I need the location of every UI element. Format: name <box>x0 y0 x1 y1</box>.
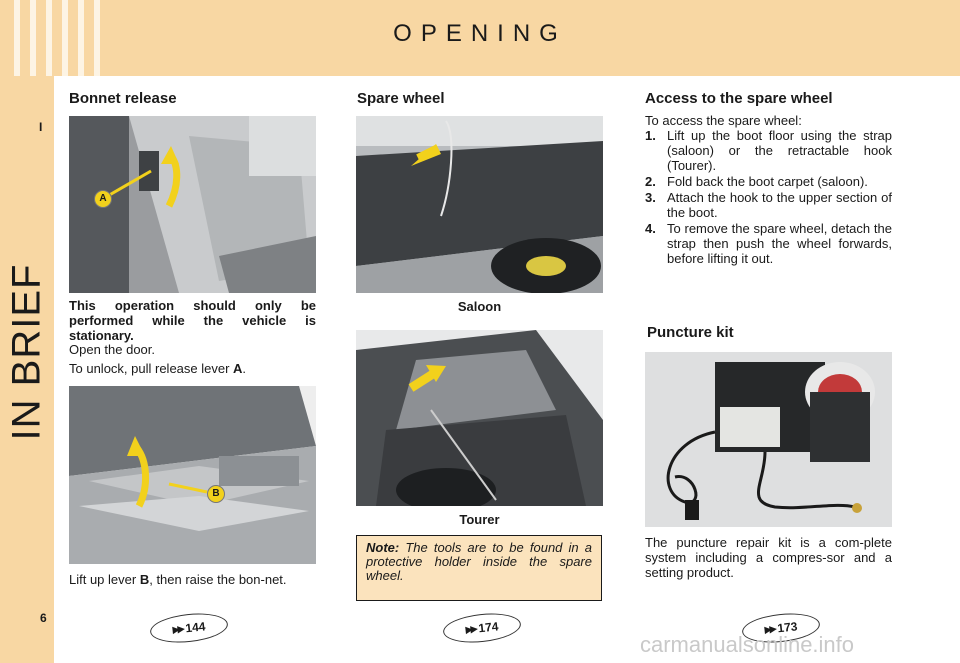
note-box: Note: The tools are to be found in a protective holder inside the spare wheel. <box>356 535 602 601</box>
tourer-boot-photo <box>356 330 603 506</box>
section-title: IN BRIEF <box>4 263 49 441</box>
double-arrow-icon: ▶▶ <box>764 623 775 635</box>
chapter-numeral: I <box>39 120 43 134</box>
watermark: carmanualsonline.info <box>640 632 855 657</box>
list-item: 3. Attach the hook to the upper section of the boot. <box>645 190 892 220</box>
bonnet-lever-photo <box>69 116 316 293</box>
ref-link-144[interactable]: ▶▶ 144 <box>149 610 229 646</box>
saloon-boot-photo <box>356 116 603 293</box>
bonnet-unlock-text: To unlock, pull release lever A. <box>69 361 247 376</box>
access-heading: Access to the spare wheel <box>645 90 833 107</box>
spare-wheel-heading: Spare wheel <box>357 90 445 107</box>
lever-b-marker: B <box>207 485 225 503</box>
puncture-text: The puncture repair kit is a com-plete system including a compres-sor and a setting product. <box>645 535 892 580</box>
double-arrow-icon: ▶▶ <box>172 623 183 635</box>
list-item: 1. Lift up the boot floor using the strap (saloon) or the retractable hook (Tourer). <box>645 128 892 173</box>
caption-tourer: Tourer <box>459 512 500 527</box>
access-intro: To access the spare wheel: <box>645 113 802 128</box>
caption-saloon: Saloon <box>457 299 502 314</box>
double-arrow-icon: ▶▶ <box>465 623 476 635</box>
ref-link-174[interactable]: ▶▶ 174 <box>442 610 522 646</box>
puncture-kit-photo <box>645 352 892 527</box>
bonnet-lift-text: Lift up lever B, then raise the bon-net. <box>69 572 287 587</box>
ref-link-173[interactable]: ▶▶ 173 <box>741 610 821 646</box>
bonnet-heading: Bonnet release <box>69 90 177 107</box>
bonnet-warning: This operation should only be performed while the vehicle is stationary. <box>69 298 316 343</box>
list-item: 4. To remove the spare wheel, detach the strap then push the wheel forwards, before lifting it out. <box>645 221 892 266</box>
lever-a-marker: A <box>94 190 112 208</box>
access-steps <box>645 128 892 267</box>
bonnet-front-photo <box>69 386 316 564</box>
list-item: 2. Fold back the boot carpet (saloon). <box>645 174 868 189</box>
page-number: 6 <box>40 611 47 625</box>
bonnet-open-door: Open the door. <box>69 342 156 357</box>
puncture-heading: Puncture kit <box>647 324 734 341</box>
page-title: OPENING <box>393 20 567 47</box>
